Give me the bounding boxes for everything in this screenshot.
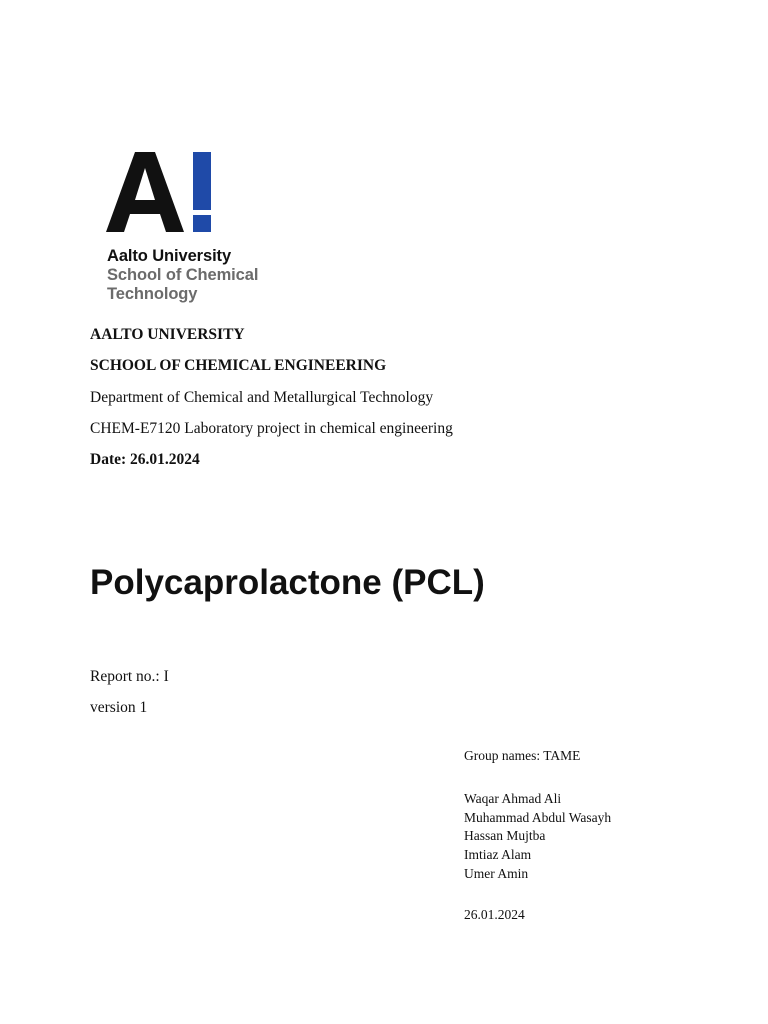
- group-member: Muhammad Abdul Wasayh: [464, 809, 612, 825]
- logo-university-name: Aalto University: [107, 247, 232, 265]
- group-member-list: [464, 790, 611, 884]
- group-member: Umer Amin: [464, 865, 529, 881]
- report-number: Report no.: I: [90, 668, 169, 685]
- logo-school-name-cont: Technology: [107, 285, 198, 303]
- school-heading: SCHOOL OF CHEMICAL ENGINEERING: [90, 357, 387, 374]
- group-label: Group names: TAME: [464, 748, 581, 763]
- report-version: version 1: [90, 699, 148, 716]
- aalto-a-exclamation-icon: [106, 152, 212, 232]
- aalto-logo: [106, 152, 281, 307]
- logo-school-name: School of Chemical: [107, 266, 259, 284]
- group-date: 26.01.2024: [464, 907, 525, 922]
- date-line: Date: 26.01.2024: [90, 451, 200, 468]
- group-member: Waqar Ahmad Ali: [464, 791, 562, 806]
- course-line: CHEM-E7120 Laboratory project in chemical engineering: [90, 420, 453, 437]
- report-title: Polycaprolactone (PCL): [90, 563, 485, 602]
- university-heading: AALTO UNIVERSITY: [90, 326, 245, 343]
- department-line: Department of Chemical and Metallurgical Technology: [90, 389, 434, 406]
- logo-wordmark: [107, 247, 258, 304]
- group-member: Imtiaz Alam: [464, 847, 532, 863]
- group-member: Hassan Mujtba: [464, 828, 546, 844]
